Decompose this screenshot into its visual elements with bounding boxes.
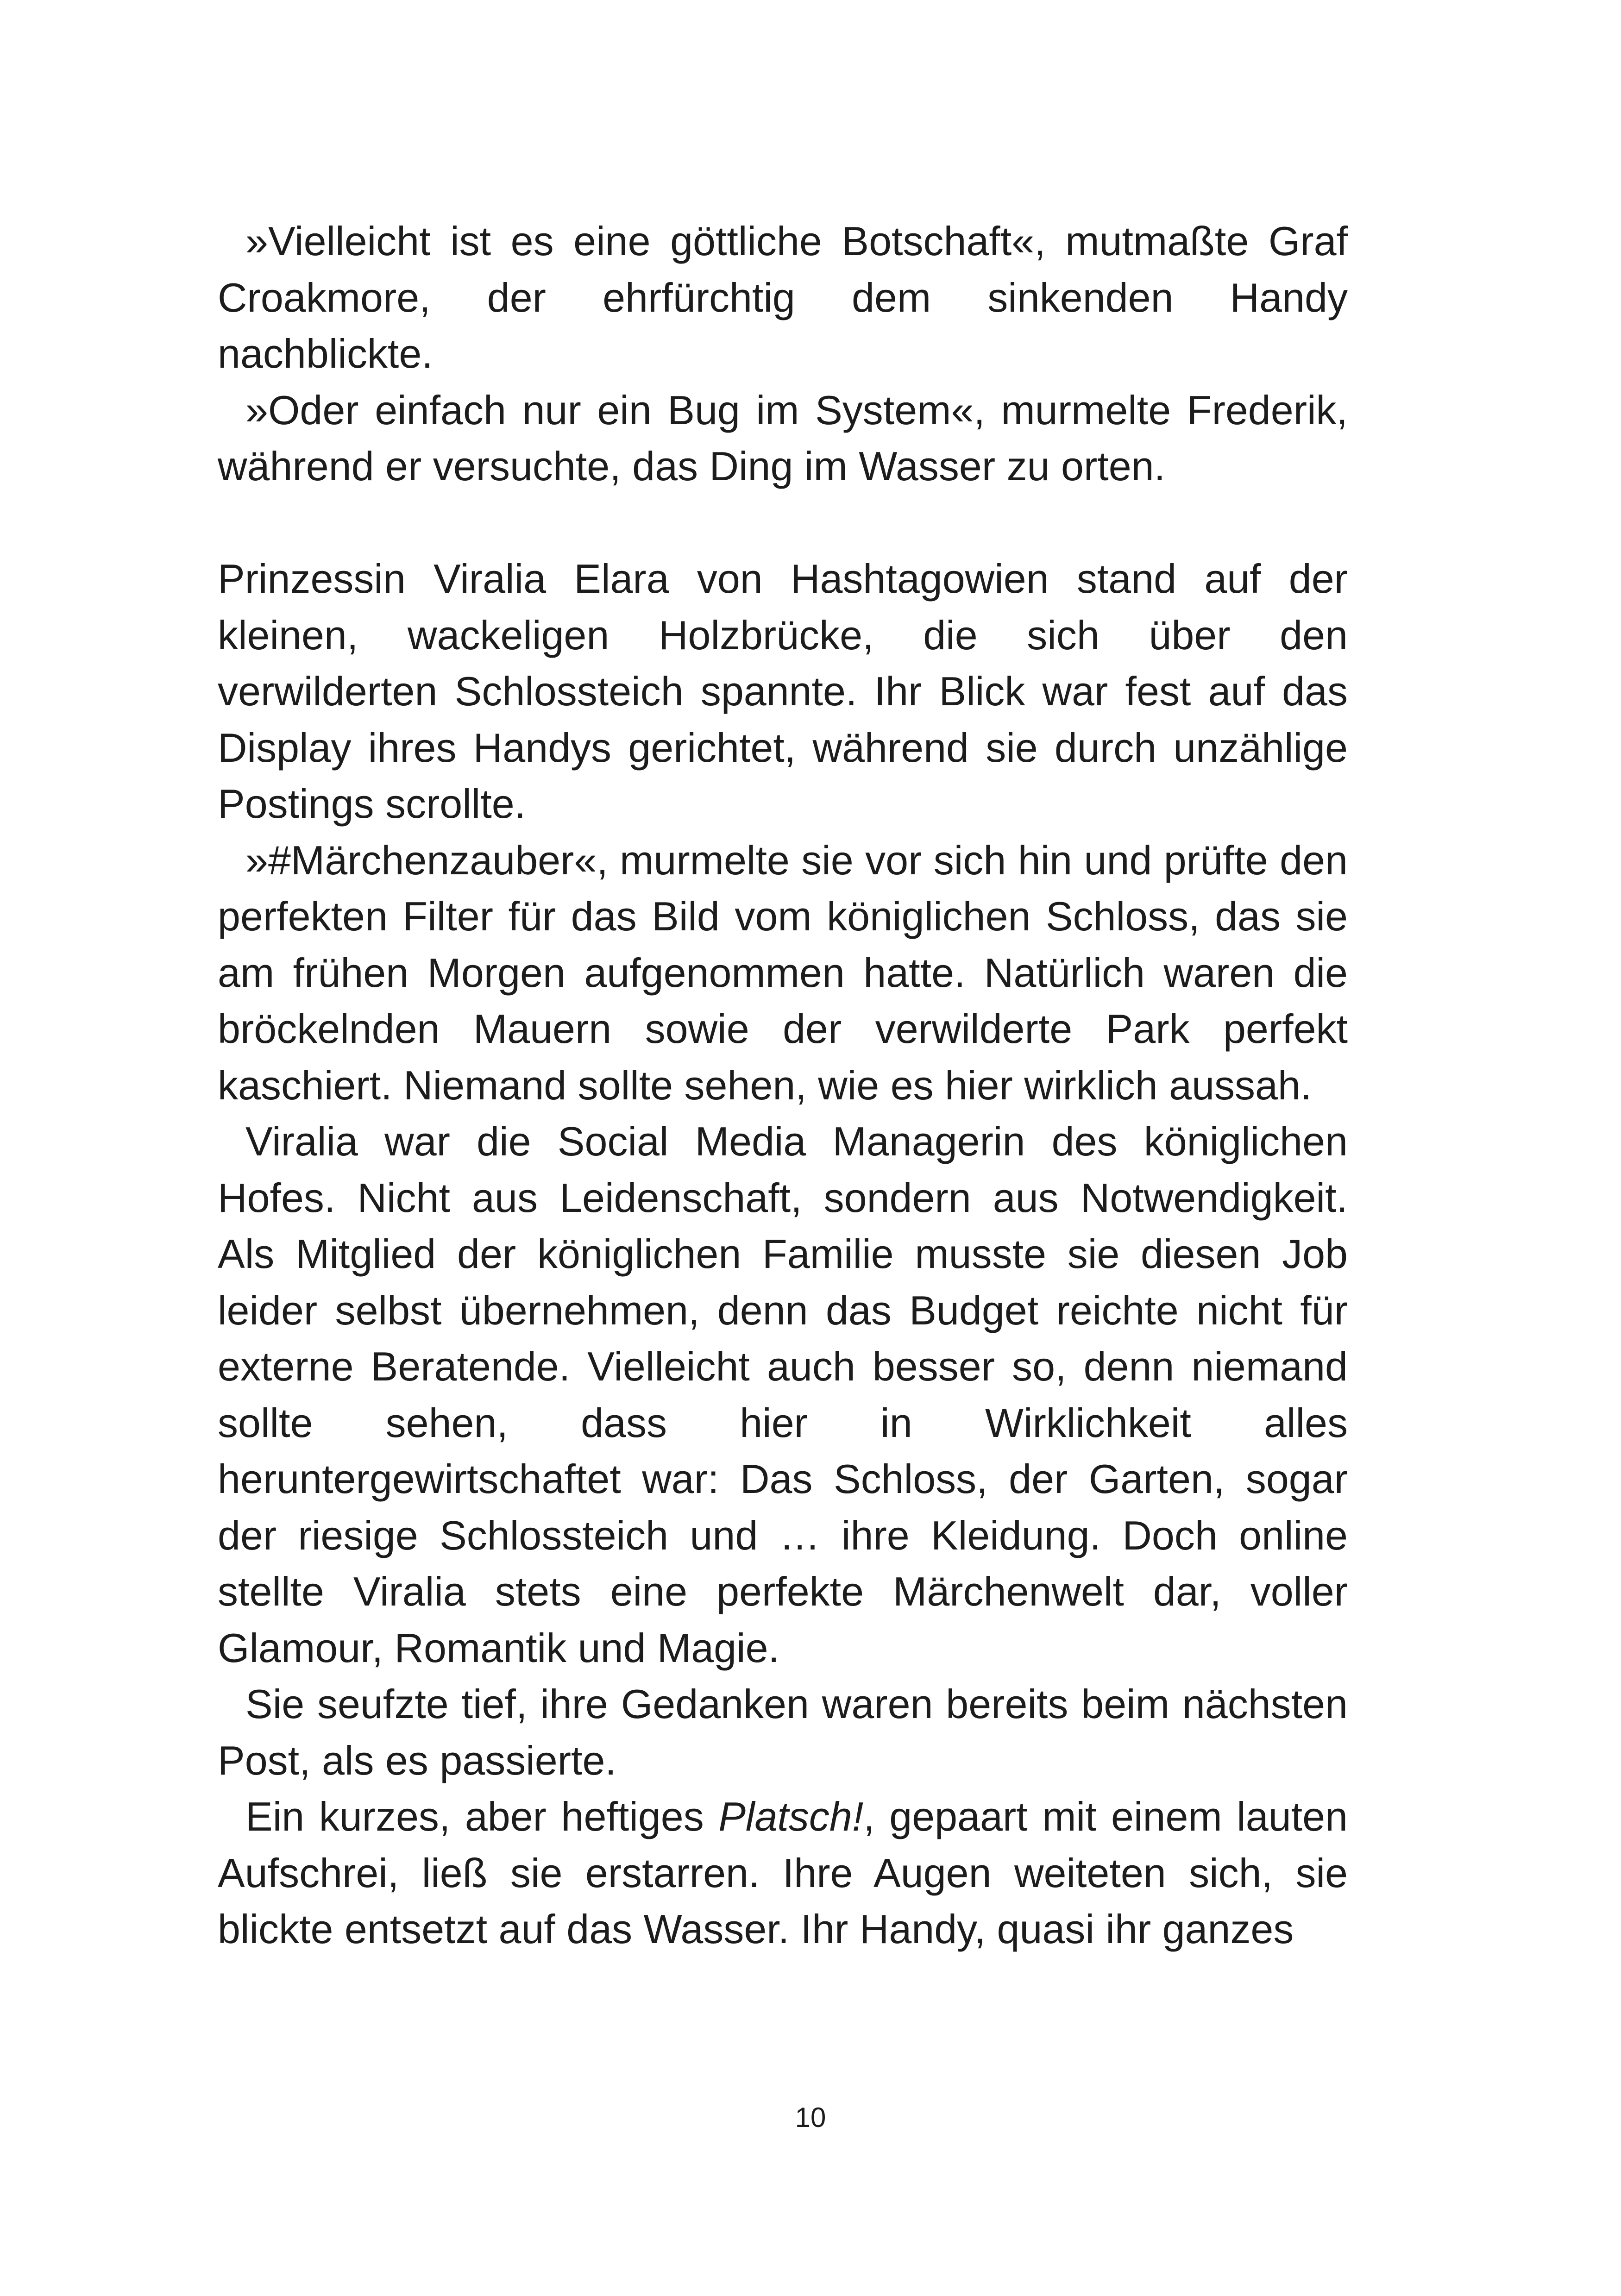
- section-break: [218, 495, 1348, 551]
- paragraph-platsch-end: , gepaart mit einem lauten Aufschrei, ließ sie erstarren. Ihre Augen weiteten sich, sie blickte entsetzt auf das Wasser. Ihr Handy, quasi ihr ganzes: [218, 1794, 1348, 1952]
- paragraph-prinzessin: Prinzessin Viralia Elara von Hashtagowien stand auf der kleinen, wackeligen Holzbrücke, die sich über den verwilderten Schlossteich spannte. Ihr Blick war fest auf das Display ihres Handys gerichtet, während sie durch unzählige Postings scrollte.: [218, 556, 1348, 827]
- paragraph-social-media: Viralia war die Social Media Managerin des königlichen Hofes. Nicht aus Leidenschaft, sondern aus Notwendigkeit. Als Mitglied der königlichen Familie musste sie diesen Job leider selbst übernehmen, denn das Budget reichte nicht für externe Beratende. Vielleicht auch besser so, denn niemand sollte sehen, dass hier in Wirklichkeit alles heruntergewirtschaftet war: Das Schloss, der Garten, sogar der riesige Schlossteich und … ihre Kleidung. Doch online stellte Viralia stets eine perfekte Märchenwelt dar, voller Glamour, Romantik und Magie.: [218, 1118, 1348, 1671]
- paragraph-platsch-start: Ein kurzes, aber heftiges: [245, 1794, 719, 1839]
- page-number: 10: [795, 2102, 826, 2133]
- paragraph-botschaft: »Vielleicht ist es eine göttliche Botschaft«, mutmaßte Graf Croakmore, der ehrfürchtig dem sinkenden Handy nachblickte.: [218, 218, 1348, 376]
- paragraph-maerchenzauber: »#Märchenzauber«, murmelte sie vor sich hin und prüfte den perfekten Filter für das Bild vom königlichen Schloss, das sie am frühen Morgen aufgenommen hatte. Natürlich waren die bröckelnden Mauern sowie der verwilderte Park perfekt kaschiert. Niemand sollte sehen, wie es hier wirklich aussah.: [218, 837, 1348, 1108]
- paragraph-bug: »Oder einfach nur ein Bug im System«, murmelte Frederik, während er versuchte, das Ding im Wasser zu orten.: [218, 387, 1348, 489]
- paragraph-platsch: [218, 1788, 1348, 1957]
- paragraph-seufzte: Sie seufzte tief, ihre Gedanken waren bereits beim nächsten Post, als es passierte.: [218, 1681, 1348, 1783]
- page-body: [218, 213, 1348, 1957]
- paragraph-platsch-italic: Platsch!: [718, 1794, 864, 1839]
